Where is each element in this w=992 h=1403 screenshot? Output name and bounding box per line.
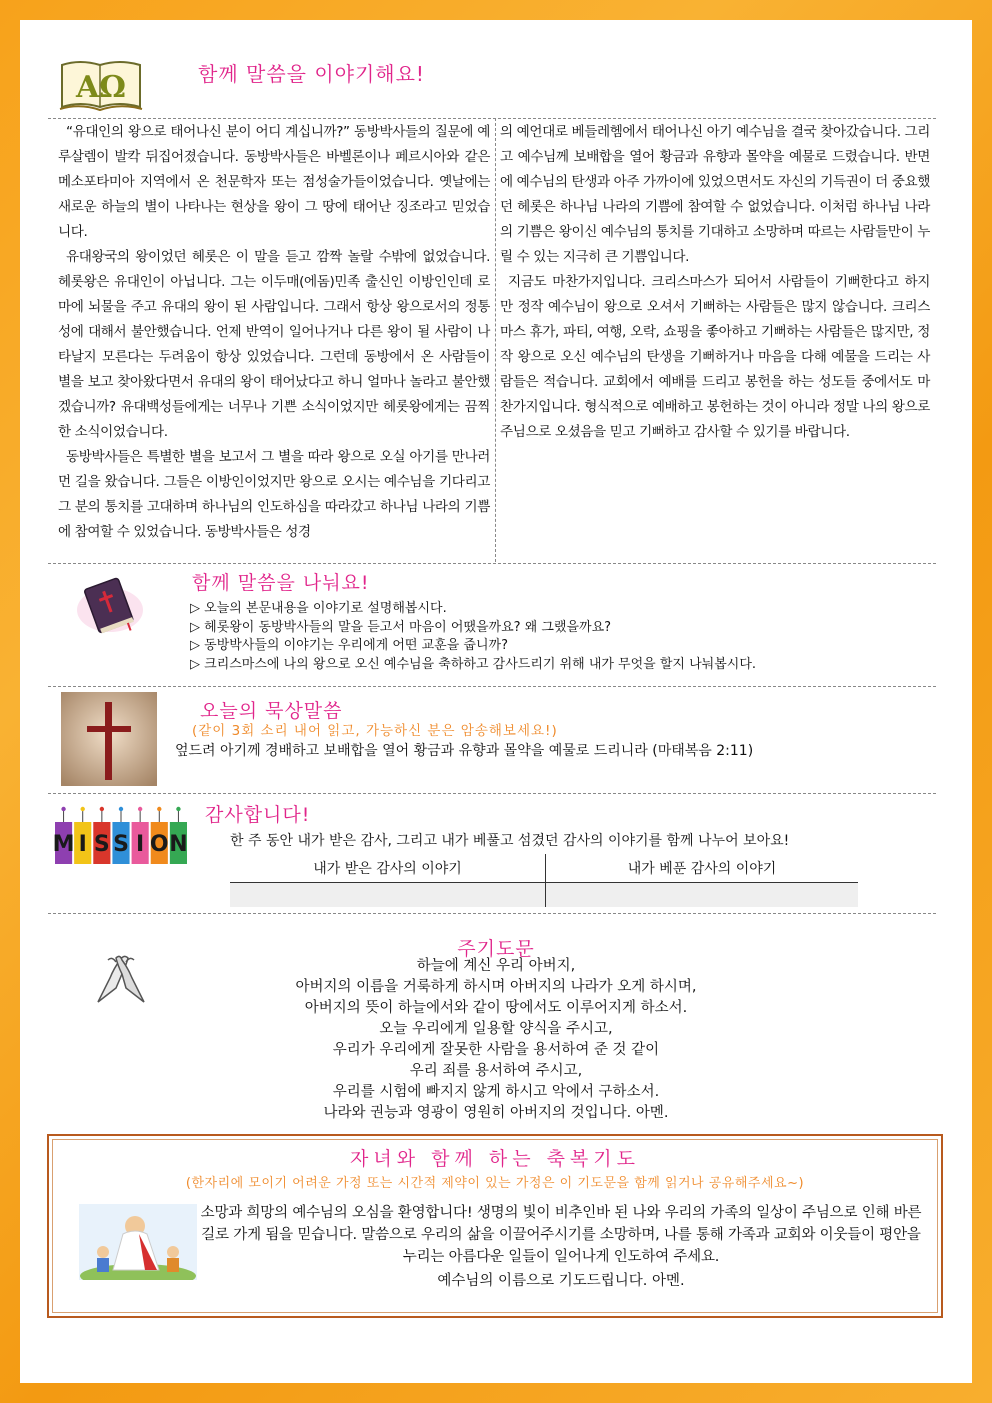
blessing-prayer-text: 소망과 희망의 예수님의 오심을 환영합니다! 생명의 빛이 비추인바 된 나와 우리의 가족의 일상이 주님으로 인해 바른 길로 가게 됨을 믿습니다. 말씀으로 우리의 삶을 이끌어주시기를 소망하며, 나를 통해 가족과 교회와 이웃들이 평안을 누리는 아름다운 일들이 일어나게 인도하여 주세요.	[200, 1205, 922, 1265]
section4-title: 감사합니다!	[205, 804, 311, 826]
prayer-line: 오늘 우리에게 일용할 양식을 주시고,	[379, 1021, 613, 1037]
section3-title: 오늘의 묵상말씀	[200, 700, 343, 722]
mission-tag-pin	[61, 807, 65, 811]
question-item: ▷ 헤롯왕이 동방박사들의 말을 듣고서 마음이 어땠을까요? 왜 그랬을까요?	[190, 619, 612, 635]
section1-left-column	[58, 120, 490, 545]
prayer-line: 나라와 권능과 영광이 영원히 아버지의 것입니다. 아멘.	[323, 1105, 669, 1121]
gratitude-table	[230, 854, 858, 907]
cross-icon	[61, 692, 157, 786]
paragraph: 유대왕국의 왕이었던 헤롯은 이 말을 듣고 깜짝 놀랄 수밖에 없었습니다. 헤롯왕은 유대인이 아닙니다. 그는 이두매(에돔)민족 출신인 이방인인데 로마에 뇌물을 주고 유대의 왕이 된 사람입니다. 그래서 항상 왕으로서의 정통성에 대해서 불안했습니다. 언제 반역이 일어나거나 다른 왕이 될 사람이 나타날지 모른다는 두려움이 항상 있었습니다. 그런데 동방에서 온 사람들이 별을 보고 찾아왔다면서 유대의 왕이 태어났다고 하니 얼마나 놀라고 불안했겠습니까? 유대백성들에게는 너무나 기쁜 소식이었지만 헤롯왕에게는 끔찍한 소식이었습니다.	[58, 249, 490, 440]
gratitude-received-header: 내가 받은 감사의 이야기	[230, 854, 546, 883]
mission-badge	[54, 806, 188, 868]
paragraph: 지금도 마찬가지입니다. 크리스마스가 되어서 사람들이 기뻐한다고 하지만 정작 예수님이 왕으로 오셔서 기뻐하는 사람들은 많지 않습니다. 크리스마스 휴가, 파티, 여행, 오락, 쇼핑을 좋아하고 기뻐하는 사람들은 많지만, 정작 왕으로 오신 예수님의 탄생을 기뻐하거나 마음을 다해 예물을 드리는 사람들은 적습니다. 교회에서 예배를 드리고 봉헌을 하는 성도들 중에서도 마찬가지입니다. 형식적으로 예배하고 봉헌하는 것이 아니라 정말 나의 왕으로 주님으로 오셨음을 믿고 기뻐하고 감사할 수 있기를 바랍니다.	[500, 274, 930, 440]
paragraph: 의 예언대로 베들레헴에서 태어나신 아기 예수님을 결국 찾아갔습니다. 그리고 예수님께 보배합을 열어 황금과 유향과 몰약을 예물로 드렸습니다. 반면에 예수님의 탄생과 아주 가까이에 있었으면서도 자신의 기득권이 더 중요했던 헤롯은 하나님 나라의 기쁨에 참여할 수 없었습니다. 이처럼 하나님 나라의 기쁨은 왕이신 예수님의 통치를 기대하고 소망하며 따르는 사람들만이 누릴 수 있는 지극히 큰 기쁨입니다.	[500, 124, 930, 265]
worksheet-page	[20, 20, 972, 1383]
paragraph: “유대인의 왕으로 태어나신 분이 어디 계십니까?” 동방박사들의 질문에 예루살렘이 발칵 뒤집어졌습니다. 동방박사들은 바벨론이나 페르시아와 같은 메소포타미아 지역에서 온 천문학자 또는 점성술가들이었습니다. 옛날에는 새로운 하늘의 별이 나타나는 현상을 왕이 그 땅에 태어난 징조라고 믿었습니다.	[58, 124, 490, 240]
prayer-line: 하늘에 계신 우리 아버지,	[416, 958, 576, 974]
section2-title: 함께 말씀을 나눠요!	[192, 572, 370, 594]
section2-questions	[190, 600, 930, 674]
mission-tag-pin	[100, 807, 104, 811]
gratitude-given-cell[interactable]	[546, 883, 859, 908]
question-item: ▷ 오늘의 본문내용을 이야기로 설명해봅시다.	[190, 601, 447, 616]
mission-tag-pin	[138, 807, 142, 811]
section1-column-divider	[495, 118, 496, 562]
blessing-closing: 예수님의 이름으로 기도드립니다. 아멘.	[437, 1273, 685, 1289]
alpha-omega-letters: ΑΩ	[76, 70, 126, 105]
prayer-line: 우리 죄를 용서하여 주시고,	[409, 1063, 583, 1079]
section5-title: 주기도문	[457, 938, 535, 960]
question-item: ▷ 크리스마스에 나의 왕으로 오신 예수님을 축하하고 감사드리기 위해 내가 무엇을 할지 나눠봅시다.	[190, 656, 757, 672]
mission-letter: I	[136, 832, 145, 857]
mission-tag-pin	[81, 807, 85, 811]
gratitude-given-header: 내가 베푼 감사의 이야기	[546, 854, 859, 883]
section4-divider	[48, 913, 936, 914]
question-item: ▷ 동방박사들의 이야기는 우리에게 어떤 교훈을 줍니까?	[190, 638, 508, 653]
section3-divider	[48, 793, 936, 794]
mission-letter: S	[93, 832, 110, 857]
mission-letter: M	[54, 832, 75, 857]
gratitude-received-cell[interactable]	[230, 883, 546, 908]
section1-divider-top	[48, 118, 936, 119]
memory-verse: 엎드려 아기께 경배하고 보배합을 열어 황금과 유향과 몰약을 예물로 드리니라 (마태복음 2:11)	[175, 743, 754, 759]
mission-letter: N	[169, 832, 188, 857]
section6-subtitle: (한자리에 모이기 어려운 가정 또는 시간적 제약이 있는 가정은 이 기도문을 함께 읽거나 공유해주세요~)	[185, 1176, 805, 1191]
section1-divider-bottom	[48, 563, 936, 564]
mission-letter: O	[149, 832, 169, 857]
blessing-prayer-box	[47, 1134, 943, 1318]
jesus-with-children-icon	[79, 1204, 197, 1280]
mission-tag-pin	[157, 807, 161, 811]
paragraph: 동방박사들은 특별한 별을 보고서 그 별을 따라 왕으로 오실 아기를 만나러 먼 길을 왔습니다. 그들은 이방인이었지만 왕으로 오시는 예수님을 기다리고 그 분의 통치를 고대하며 하나님의 인도하심을 따라갔고 하나님 나라의 기쁨에 참여할 수 있었습니다. 동방박사들은 성경	[58, 449, 490, 540]
section4-intro: 한 주 동안 내가 받은 감사, 그리고 내가 베풀고 섬겼던 감사의 이야기를 함께 나누어 보아요!	[230, 833, 790, 849]
section1-title: 함께 말씀을 이야기해요!	[198, 62, 425, 86]
prayer-line: 우리가 우리에게 잘못한 사람을 용서하여 준 것 같이	[332, 1042, 660, 1058]
prayer-line: 우리를 시험에 빠지지 않게 하시고 악에서 구하소서.	[332, 1084, 660, 1100]
mission-letter: S	[113, 832, 129, 857]
mission-tag-pin	[176, 807, 180, 811]
section6-title: 자녀와 함께 하는 축복기도	[349, 1148, 640, 1170]
section3-subtitle: (같이 3회 소리 내어 읽고, 가능하신 분은 암송해보세요!)	[192, 723, 558, 739]
section2-divider	[48, 686, 936, 687]
alpha-omega-book-icon	[58, 55, 144, 113]
section1-right-column	[500, 120, 930, 445]
mission-letter: I	[78, 832, 87, 857]
prayer-line: 아버지의 이름을 거룩하게 하시며 아버지의 나라가 오게 하시며,	[295, 979, 697, 995]
bible-icon	[75, 574, 145, 636]
lords-prayer	[20, 956, 972, 1124]
prayer-line: 아버지의 뜻이 하늘에서와 같이 땅에서도 이루어지게 하소서.	[304, 1000, 688, 1016]
mission-tag-pin	[119, 807, 123, 811]
